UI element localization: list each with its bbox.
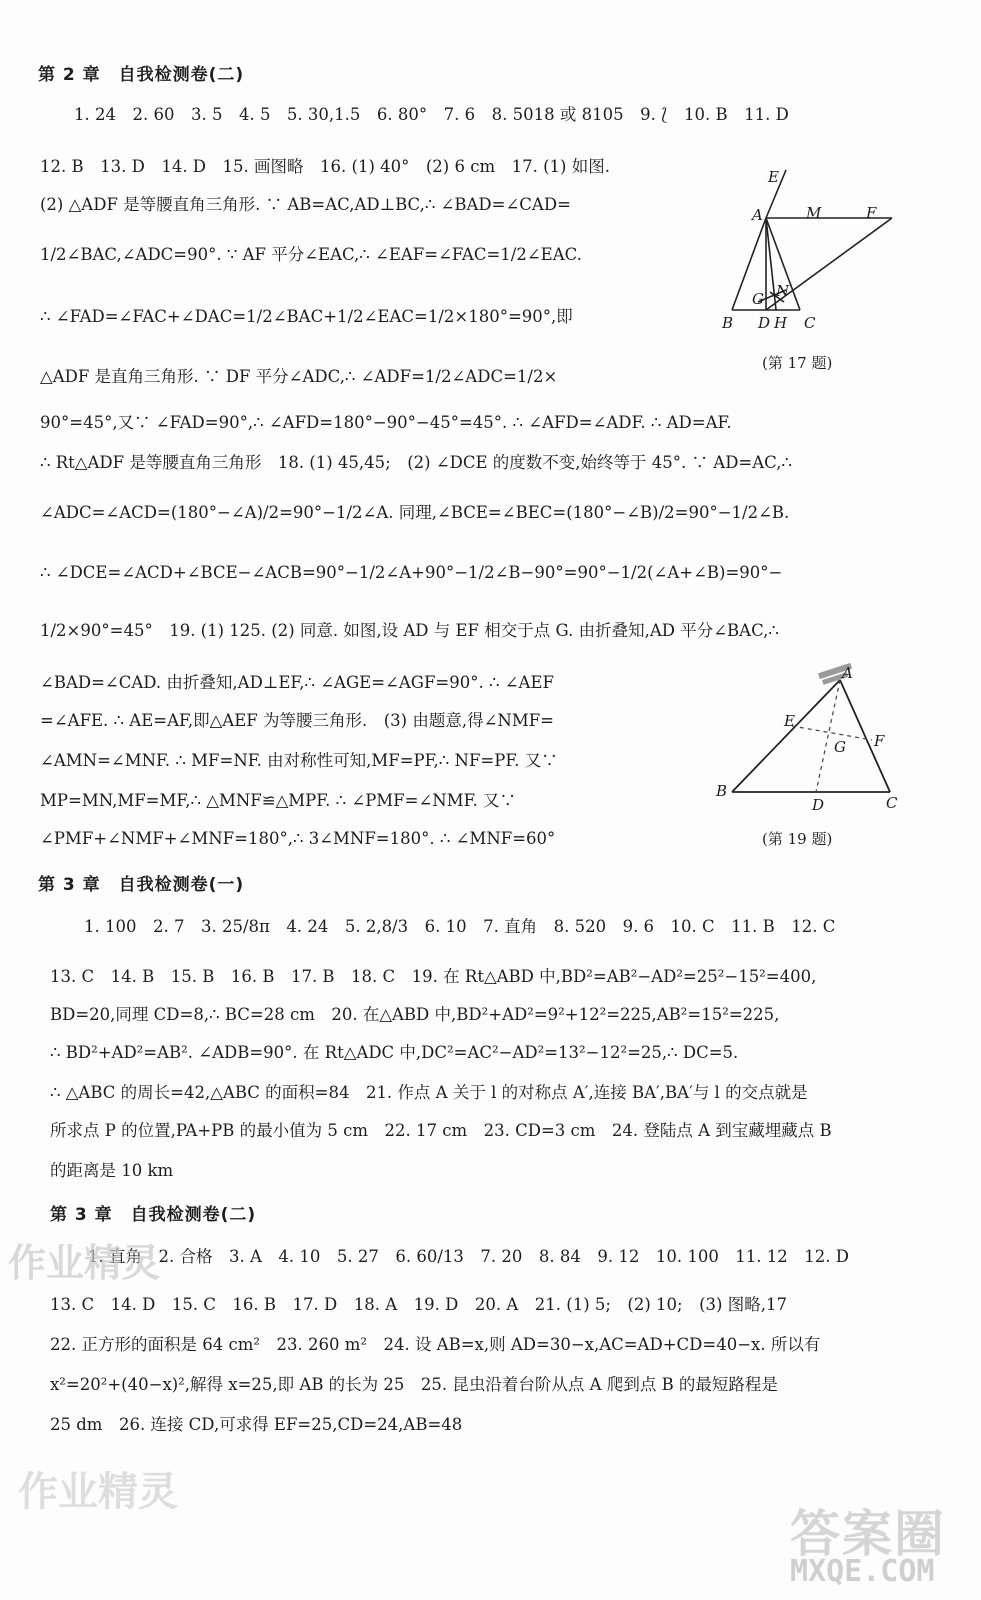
fig17-label-f: F [866,204,877,222]
answer-line: ∠ADC=∠ACD=(180°−∠A)/2=90°−1/2∠A. 同理,∠BCE=∠BEC=(180°−∠B)/2=90°−1/2∠B. [40,503,790,522]
watermark-site-logo: 答案圈 [790,1505,946,1563]
answer-line: BD=20,同理 CD=8,∴ BC=28 cm 20. 在△ABD 中,BD²+AD²=9²+12²=225,AB²=15²=225, [50,1005,780,1024]
answer-line: ∴ BD²+AD²=AB². ∠ADB=90°. 在 Rt△ADC 中,DC²=AC²−AD²=13²−12²=25,∴ DC=5. [50,1043,739,1062]
answer-line: (2) △ADF 是等腰直角三角形. ∵ AB=AC,AD⊥BC,∴ ∠BAD=∠CAD= [40,195,571,214]
answer-line: 13. C 14. D 15. C 16. B 17. D 18. A 19. D 20. A 21. (1) 5; (2) 10; (3) 图略,17 [50,1295,787,1314]
answer-line: 1/2∠BAC,∠ADC=90°. ∵ AF 平分∠EAC,∴ ∠EAF=∠FAC=1/2∠EAC. [40,245,582,264]
fig17-label-h: H [774,314,788,332]
answer-line: ∴ Rt△ADF 是等腰直角三角形 18. (1) 45,45; (2) ∠DCE 的度数不变,始终等于 45°. ∵ AD=AC,∴ [40,453,792,472]
answer-line: △ADF 是直角三角形. ∵ DF 平分∠ADC,∴ ∠ADF=1/2∠ADC=1/2× [40,367,558,386]
answer-line: 22. 正方形的面积是 64 cm² 23. 260 m² 24. 设 AB=x,则 AD=30−x,AC=AD+CD=40−x. 所以有 [50,1335,821,1354]
figure-19-caption: (第 19 题) [762,830,833,848]
figure-17-caption: (第 17 题) [762,354,833,372]
answer-line: MP=MN,MF=MF,∴ △MNF≌△MPF. ∴ ∠PMF=∠NMF. 又∵ [40,791,516,810]
answer-line: 13. C 14. B 15. B 16. B 17. B 18. C 19. 在 Rt△ABD 中,BD²=AB²−AD²=25²−15²=400, [50,967,817,986]
answer-line: 1. 24 2. 60 3. 5 4. 5 5. 30,1.5 6. 80° 7. 6 8. 5018 或 8105 9. ⟅ 10. B 11. D [74,105,789,124]
fig17-label-e: E [768,168,779,186]
section-heading-ch3-test2: 第 3 章 自我检测卷(二) [50,1205,257,1225]
figure-19-diagram [720,660,920,810]
fig19-label-f: F [874,732,885,750]
answer-line: 所求点 P 的位置,PA+PB 的最小值为 5 cm 22. 17 cm 23. CD=3 cm 24. 登陆点 A 到宝藏埋藏点 B [50,1121,832,1140]
fig19-label-e: E [784,712,795,730]
watermark-site-url: MXQE.COM [790,1554,935,1589]
section-heading-ch3-test1: 第 3 章 自我检测卷(一) [38,875,245,895]
fig17-label-a: A [752,206,763,224]
watermark-logo: 作业精灵 [8,1241,161,1285]
answer-line: 90°=45°,又∵ ∠FAD=90°,∴ ∠AFD=180°−90°−45°=45°. ∴ ∠AFD=∠ADF. ∴ AD=AF. [40,413,732,432]
fig19-label-b: B [716,782,728,800]
fig17-label-d: D [758,314,771,332]
answer-line: ∴ ∠DCE=∠ACD+∠BCE−∠ACB=90°−1/2∠A+90°−1/2∠B−90°=90°−1/2(∠A+∠B)=90°− [40,563,783,582]
figure-17-diagram [718,160,918,340]
fig17-label-g: G [752,290,764,308]
answer-line: 12. B 13. D 14. D 15. 画图略 16. (1) 40° (2) 6 cm 17. (1) 如图. [40,157,610,176]
watermark-logo: 作业精灵 [18,1469,178,1515]
answer-line: 1. 直角 2. 合格 3. A 4. 10 5. 27 6. 60/13 7. 20 8. 84 9. 12 10. 100 11. 12 12. D [88,1247,850,1266]
fig19-label-c: C [886,794,898,812]
answer-line: ∴ ∠FAD=∠FAC+∠DAC=1/2∠BAC+1/2∠EAC=1/2×180°=90°,即 [40,307,573,326]
fig19-label-g: G [834,738,846,756]
answer-line: x²=20²+(40−x)²,解得 x=25,即 AB 的长为 25 25. 昆虫沿着台阶从点 A 爬到点 B 的最短路程是 [50,1375,778,1394]
fig17-label-b: B [722,314,734,332]
answer-line: 1/2×90°=45° 19. (1) 125. (2) 同意. 如图,设 AD 与 EF 相交于点 G. 由折叠知,AD 平分∠BAC,∴ [40,621,779,640]
fig19-label-a: A [842,664,853,682]
answer-line: =∠AFE. ∴ AE=AF,即△AEF 为等腰三角形. (3) 由题意,得∠NMF= [40,711,554,730]
answer-line: 1. 100 2. 7 3. 25/8π 4. 24 5. 2,8/3 6. 10 7. 直角 8. 520 9. 6 10. C 11. B 12. C [84,917,836,936]
fig19-label-d: D [812,796,825,814]
answer-line: ∠PMF+∠NMF+∠MNF=180°,∴ 3∠MNF=180°. ∴ ∠MNF=60° [40,829,556,848]
fig17-label-c: C [804,314,816,332]
answer-line: 25 dm 26. 连接 CD,可求得 EF=25,CD=24,AB=48 [50,1415,463,1434]
answer-line: ∠AMN=∠MNF. ∴ MF=NF. 由对称性可知,MF=PF,∴ NF=PF. 又∵ [40,751,558,770]
fig17-label-n: N [776,282,790,300]
section-heading-ch2-test2: 第 2 章 自我检测卷(二) [38,65,245,85]
answer-line: ∠BAD=∠CAD. 由折叠知,AD⊥EF,∴ ∠AGE=∠AGF=90°. ∴ ∠AEF [40,673,554,692]
fig17-label-m: M [806,204,822,222]
answer-line: ∴ △ABC 的周长=42,△ABC 的面积=84 21. 作点 A 关于 l 的对称点 A′,连接 BA′,BA′与 l 的交点就是 [50,1083,808,1102]
answer-line: 的距离是 10 km [50,1161,174,1180]
